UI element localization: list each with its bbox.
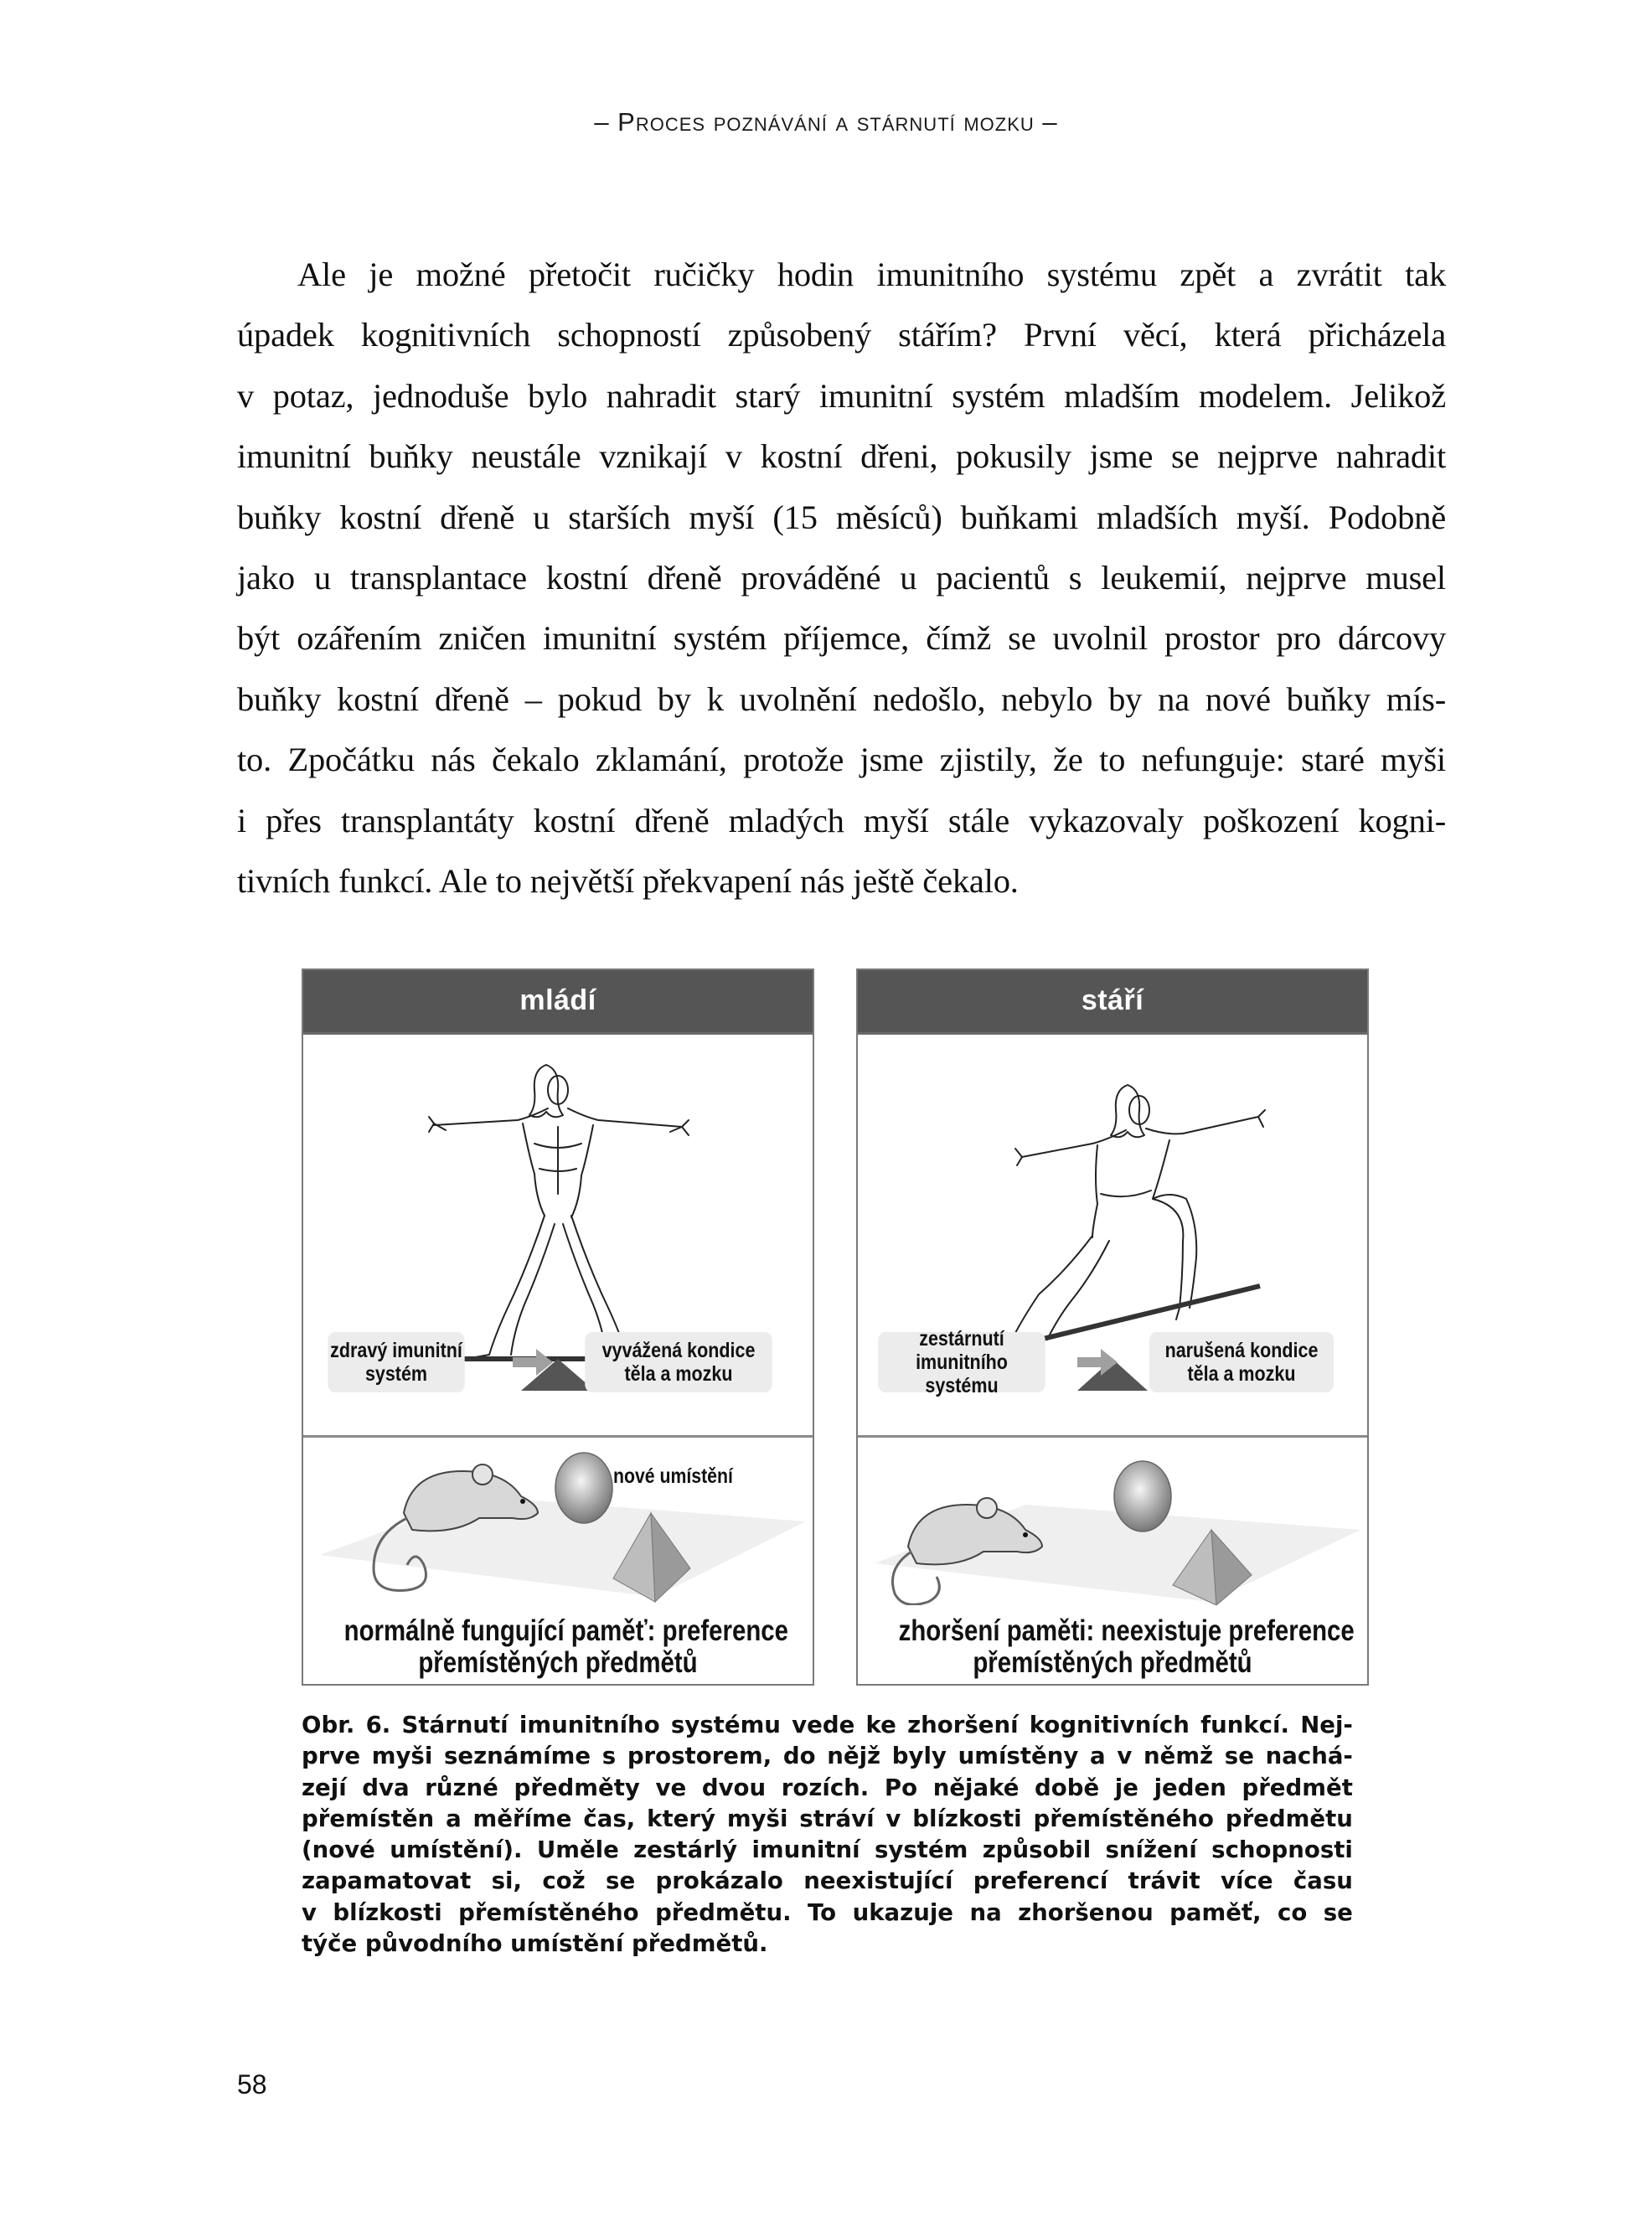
outcome-caption xyxy=(898,1614,1355,1679)
body-line: buňky kostní dřeně u starších myší (15 měsíců) buňkami mladších myší. Podobně xyxy=(237,498,1446,536)
effect-label: narušená kondice těla a mozku xyxy=(1149,1332,1334,1392)
new-location-label: nové umístění xyxy=(613,1464,733,1488)
caption-line: přemístěn a měříme čas, který myši stráví v blízkosti přemístěného předmětu xyxy=(302,1804,1353,1832)
panel-youth xyxy=(302,968,814,1686)
body-line: tivních funkcí. Ale to největší překvapení nás ještě čekalo. xyxy=(237,861,1019,900)
caption-line: prve myši seznámíme s prostorem, do nějž byly umístěny a v němž se nachá- xyxy=(302,1742,1353,1770)
page-number: 58 xyxy=(237,2069,267,2099)
cause-label: zdravý imunitní systém xyxy=(328,1332,464,1392)
effect-label: vyvážená kondice těla a mozku xyxy=(585,1332,772,1392)
panel-title: stáří xyxy=(858,970,1367,1035)
body-line: Ale je možné přetočit ručičky hodin imunitního systému zpět a zvrátit tak xyxy=(297,256,1446,293)
body-line: buňky kostní dřeně – pokud by k uvolnění nedošlo, nebylo by na nové buňky mís- xyxy=(237,679,1446,718)
body-line: i přes transplantáty kostní dřeně mladých myší stále vykazovaly poškození kogni- xyxy=(237,801,1446,839)
cause-label: zestárnutí imunitního systému xyxy=(878,1332,1045,1392)
mouse-test-scene xyxy=(858,1438,1367,1605)
balanced-man-illustration xyxy=(303,1035,813,1366)
body-line: úpadek kognitivních schopností způsobený stářím? První věcí, která přicházela xyxy=(237,316,1446,354)
mouse-test-scene xyxy=(303,1438,813,1605)
body-line: to. Zpočátku nás čekalo zklamání, protože jsme zjistily, že to nefunguje: staré myši xyxy=(237,741,1446,779)
caption-line: (nové umístění). Uměle zestárlý imunitní systém způsobil snížení schopnosti xyxy=(302,1836,1353,1864)
panel-title: mládí xyxy=(303,970,813,1035)
body-line: být ozářením zničen imunitní systém příjemce, čímž se uvolnil prostor pro dárcovy xyxy=(237,619,1446,658)
panel-old-age xyxy=(856,968,1369,1686)
body-line: v potaz, jednoduše bylo nahradit starý imunitní systém mladším modelem. Jelikož xyxy=(237,376,1446,415)
figure-caption xyxy=(302,1709,1369,1959)
body-line: jako u transplantace kostní dřeně prováděné u pacientů s leukemií, nejprve musel xyxy=(237,558,1446,597)
outcome-line: normálně fungující paměť: preference xyxy=(343,1614,788,1647)
outcome-line: zhoršení paměti: neexistuje preference xyxy=(898,1614,1355,1647)
outcome-caption xyxy=(343,1614,788,1679)
outcome-line: přemístěných předmětů xyxy=(973,1646,1252,1679)
body-paragraph xyxy=(237,245,1446,912)
arrow-right-icon xyxy=(1077,1349,1119,1376)
arrow-right-icon xyxy=(513,1349,555,1376)
caption-line: v blízkosti přemístěného předmětu. To ukazuje na zhoršenou paměť, co se xyxy=(302,1898,1353,1926)
outcome-line: přemístěných předmětů xyxy=(418,1646,698,1679)
caption-line: zapamatovat si, což se prokázalo neexistující preferencí trávit více času xyxy=(302,1867,1353,1895)
unbalanced-man-illustration xyxy=(858,1035,1367,1366)
caption-line: týče původního umístění předmětů. xyxy=(302,1929,768,1958)
figure-6 xyxy=(302,968,1369,1686)
caption-line: zejí dva různé předměty ve dvou rozích. Po nějaké době je jeden předmět xyxy=(302,1773,1353,1801)
body-line: imunitní buňky neustále vznikají v kostní dřeni, pokusily jsme se nejprve nahradit xyxy=(237,437,1446,476)
caption-line: Obr. 6. Stárnutí imunitního systému vede ke zhoršení kognitivních funkcí. Nej- xyxy=(302,1711,1353,1738)
running-head: – Proces poznávání a stárnutí mozku – xyxy=(594,107,1058,137)
